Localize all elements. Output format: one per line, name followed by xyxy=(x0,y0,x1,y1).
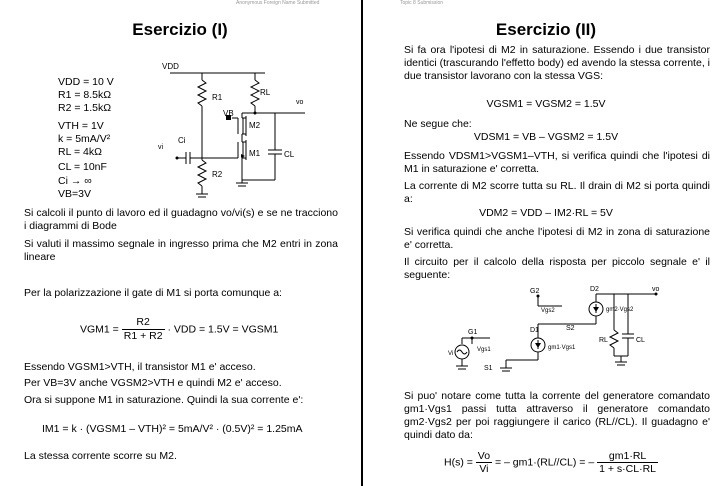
label-ci: Ci xyxy=(178,136,186,145)
paragraph-6: Il circuito per il calcolo della risposta per piccolo segnale e' il seguente: xyxy=(404,256,710,281)
param-k: k = 5mA/V² xyxy=(58,133,111,145)
equation-im1: IM1 = k · (VGSM1 – VTH)² = 5mA/V² · (0.5V)² = 1.25mA xyxy=(42,423,303,435)
eq-gain-num: gm1·RL xyxy=(597,450,658,463)
label-r1: R1 xyxy=(212,93,223,102)
m1-on-line: Essendo VGSM1>VTH, il transistor M1 e' acceso. xyxy=(24,361,256,373)
eq-vgm1-rhs: · VDD = 1.5V = VGSM1 xyxy=(167,323,279,336)
param-vdd: VDD = 10 V xyxy=(58,76,114,88)
page-header-right: Topic 8 Submission xyxy=(400,0,444,6)
eq-h-middle: = – gm1·(RL//CL) = – xyxy=(494,456,595,469)
label-cl-small: CL xyxy=(636,337,645,344)
paragraph-3: Essendo VDSM1>VGSM1–VTH, si verifica quindi che l'ipotesi di M1 in saturazione e' corretta. xyxy=(404,150,710,175)
small-signal-circuit-diagram xyxy=(446,282,666,382)
slide-right-title: Esercizio (II) xyxy=(495,20,597,39)
label-s2: S2 xyxy=(566,325,575,332)
m2-on-line: Per VB=3V anche VGSM2>VTH e quindi M2 e' acceso. xyxy=(24,377,282,389)
paragraph-5: Si verifica quindi che anche l'ipotesi di M2 in zona di saturazione e' corretta. xyxy=(404,226,710,251)
same-current-line: La stessa corrente scorre su M2. xyxy=(24,450,177,462)
cascode-circuit-diagram xyxy=(150,58,330,208)
label-vdd: VDD xyxy=(162,62,179,71)
label-rl-small: RL xyxy=(599,337,608,344)
bias-intro: Per la polarizzazione il gate di M1 si porta comunque a: xyxy=(24,287,282,299)
label-s1: S1 xyxy=(484,365,493,372)
param-ci: Ci → ∞ xyxy=(58,175,92,187)
eq-vgm1-den: R1 + R2 xyxy=(123,330,163,342)
task-2: Si valuti il massimo segnale in ingresso prima che M2 entri in zona lineare xyxy=(24,238,338,263)
label-gm1: gm1·Vgs1 xyxy=(548,345,576,351)
paragraph-2: Ne segue che: xyxy=(404,118,472,130)
label-vb: VB xyxy=(223,109,234,118)
slide-left xyxy=(0,0,360,486)
eq-vo: Vo xyxy=(477,450,491,462)
label-vi: vi xyxy=(158,144,164,151)
param-r1: R1 = 8.5kΩ xyxy=(58,89,112,101)
page-divider xyxy=(361,0,363,486)
eq-vo-vi-fraction xyxy=(476,450,492,475)
equation-3: VDM2 = VDD – IM2·RL = 5V xyxy=(479,207,613,219)
label-vo-small: vo xyxy=(652,286,660,293)
param-vb: VB=3V xyxy=(58,188,91,200)
equation-2: VDSM1 = VB – VGSM2 = 1.5V xyxy=(473,131,619,143)
label-g1: G1 xyxy=(468,329,478,336)
label-vgs2: Vgs2 xyxy=(541,308,555,314)
label-m1: M1 xyxy=(249,149,261,158)
paragraph-1: Si fa ora l'ipotesi di M2 in saturazione. Essendo i due transistor identici (trascurando l'effetto body) ed avendo la stessa corrente, i due transistor lavorano con la stessa VGS: xyxy=(404,44,710,82)
label-m2: M2 xyxy=(249,121,261,130)
equation-vgm1 xyxy=(80,316,278,343)
label-gm2: gm2·Vgs2 xyxy=(606,307,634,313)
eq-vgm1-fraction xyxy=(122,316,165,343)
label-rl: RL xyxy=(260,88,271,97)
paragraph-7: Si puo' notare come tutta la corrente del generatore comandato gm1·Vgs1 passi tutta attraverso il generatore comandato gm2·Vgs2 per poi raggiungere il carico (RL//CL). Il guadagno e' quindi dato da: xyxy=(404,390,710,441)
paragraph-4: La corrente di M2 scorre tutta su RL. Il drain di M2 si porta quindi a: xyxy=(404,180,710,205)
eq-h-lhs: H(s) = xyxy=(444,456,473,469)
equation-1: VGSM1 = VGSM2 = 1.5V xyxy=(486,98,606,110)
equation-transfer-function xyxy=(444,450,658,475)
eq-vgm1-num: R2 xyxy=(122,316,165,330)
param-r2: R2 = 1.5kΩ xyxy=(58,102,112,114)
slide-left-title: Esercizio (I) xyxy=(132,20,228,39)
eq-vgm1-lhs: VGM1 = xyxy=(80,323,119,336)
label-d1: D1 xyxy=(530,327,539,334)
eq-gain-fraction xyxy=(597,450,658,475)
task-1: Si calcoli il punto di lavoro ed il guadagno vo/vi(s) e se ne tracciono i diagrammi di Bode xyxy=(24,207,338,232)
label-vi-small: Vi xyxy=(448,351,454,357)
label-d2: D2 xyxy=(590,286,599,293)
param-cl: CL = 10nF xyxy=(58,161,107,173)
label-cl: CL xyxy=(284,150,295,159)
slide-right xyxy=(364,0,728,486)
param-rl: RL = 4kΩ xyxy=(58,146,102,158)
label-g2: G2 xyxy=(530,288,540,295)
label-vgs1: Vgs1 xyxy=(477,347,491,353)
page-header-left: Anonymous Foreign Name Submitted xyxy=(236,0,320,6)
saturation-line: Ora si suppone M1 in saturazione. Quindi la sua corrente e': xyxy=(24,394,304,406)
param-vth: VTH = 1V xyxy=(58,120,104,132)
eq-gain-den: 1 + s·CL·RL xyxy=(599,463,657,475)
eq-vi: Vi xyxy=(479,463,489,475)
label-vo: vo xyxy=(296,99,304,106)
label-r2: R2 xyxy=(212,170,223,179)
